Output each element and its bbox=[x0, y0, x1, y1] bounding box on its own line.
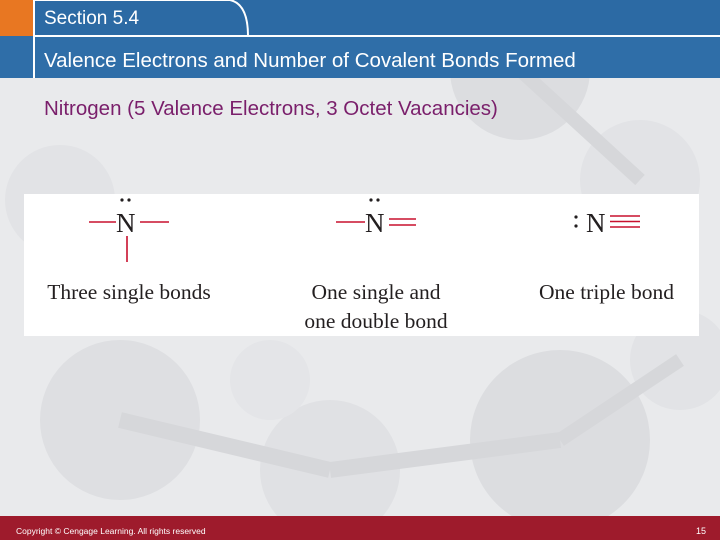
nitrogen-atom-2: N bbox=[365, 208, 385, 238]
caption-single-and-double-bond bbox=[276, 278, 476, 336]
caption-three-single-bonds bbox=[24, 278, 234, 307]
section-label: Section 5.4 bbox=[44, 8, 140, 29]
page-number: 15 bbox=[695, 526, 706, 536]
caption-line: Three single bonds bbox=[47, 280, 211, 304]
slide-subtitle: Nitrogen (5 Valence Electrons, 3 Octet Vacancies) bbox=[44, 97, 498, 120]
triple-bond-structure bbox=[569, 194, 669, 244]
caption-line: one double bond bbox=[304, 309, 448, 333]
caption-triple-bond bbox=[514, 278, 699, 307]
copyright-notice: Copyright © Cengage Learning. All rights reserved bbox=[16, 526, 206, 536]
section-tab-orange bbox=[0, 0, 33, 36]
caption-line: One single and bbox=[311, 280, 441, 304]
bonding-figure bbox=[24, 194, 699, 336]
single-double-bond-structure bbox=[330, 194, 430, 244]
nitrogen-atom-3: N bbox=[586, 208, 606, 238]
caption-line: One triple bond bbox=[539, 280, 674, 304]
slide-title: Valence Electrons and Number of Covalent Bonds Formed bbox=[44, 49, 576, 72]
nitrogen-atom-1: N bbox=[116, 208, 136, 238]
footer-bar bbox=[0, 516, 720, 540]
three-single-bonds-structure bbox=[84, 194, 184, 266]
